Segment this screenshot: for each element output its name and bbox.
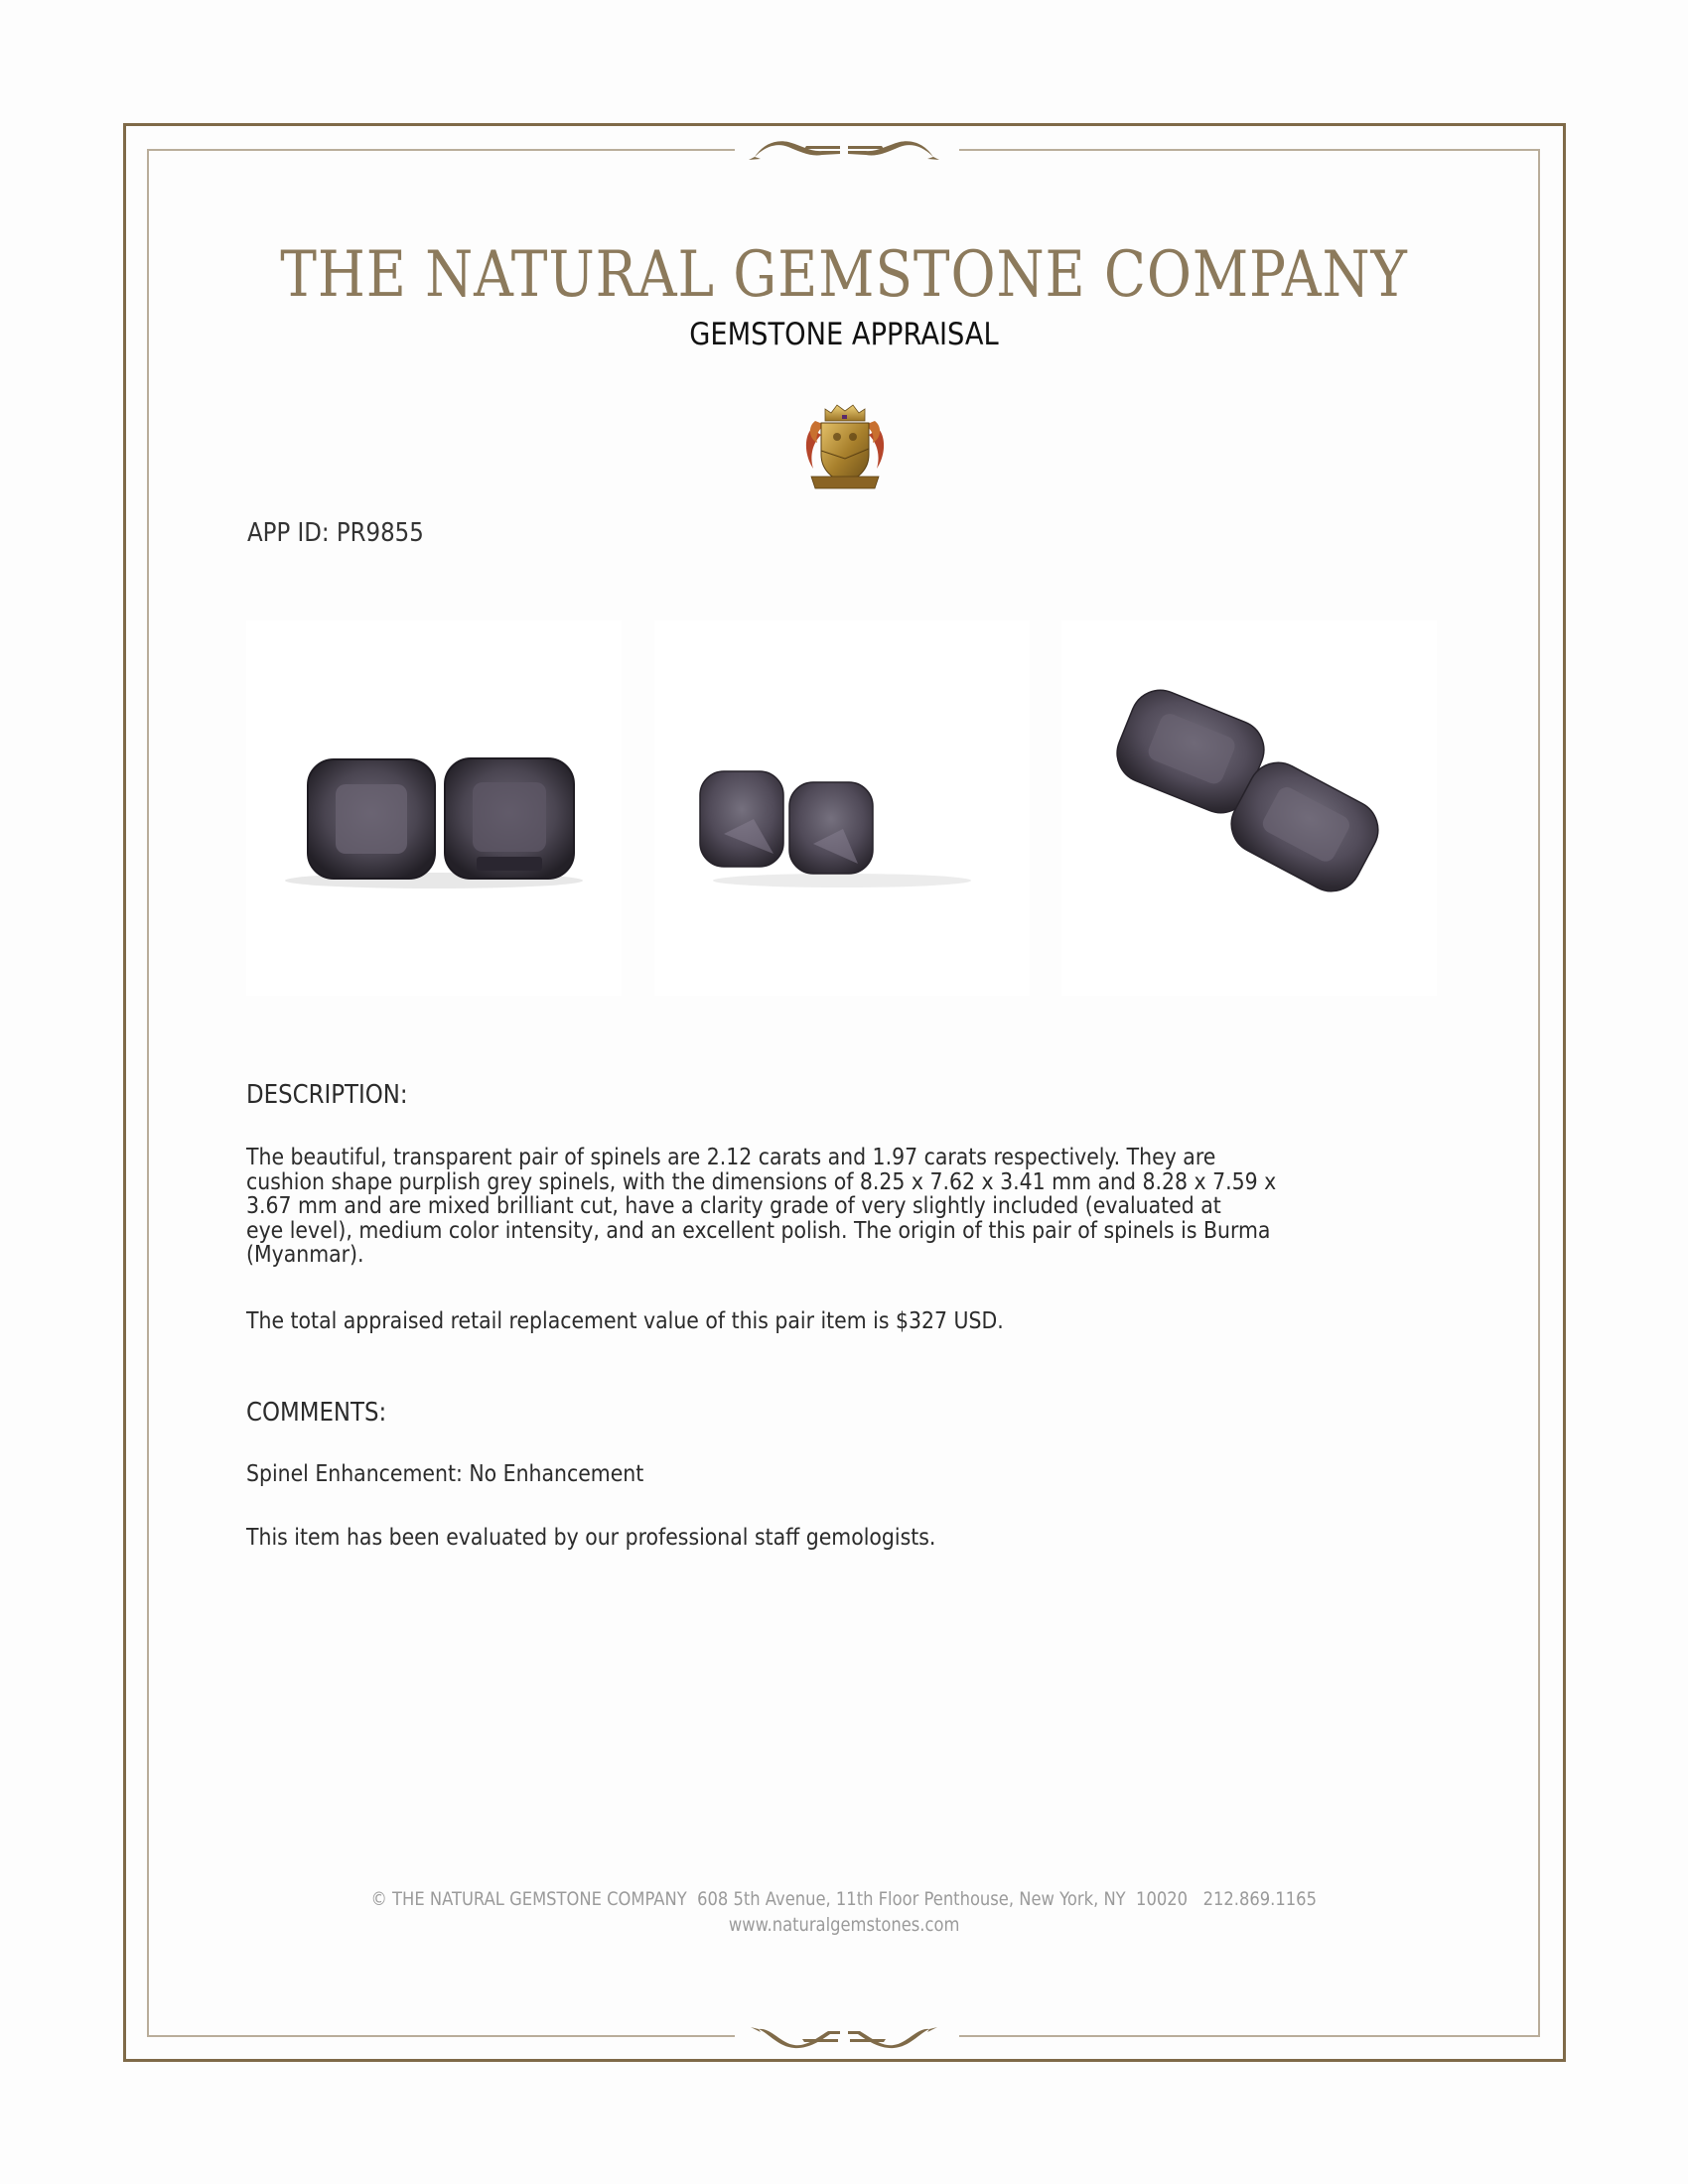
description-paragraph bbox=[246, 1145, 1465, 1267]
inner-frame-right bbox=[1538, 149, 1540, 2037]
description-line: The beautiful, transparent pair of spinels are 2.12 carats and 1.97 carats respectively. They are bbox=[246, 1143, 1216, 1170]
description-line: 3.67 mm and are mixed brilliant cut, have a clarity grade of very slightly included (evaluated at bbox=[246, 1191, 1221, 1219]
app-id: APP ID: PR9855 bbox=[247, 518, 424, 548]
inner-frame-bottom-right bbox=[959, 2035, 1540, 2037]
comments-heading: COMMENTS: bbox=[246, 1398, 387, 1428]
description-line: cushion shape purplish grey spinels, with the dimensions of 8.25 x 7.62 x 3.41 mm and 8.28 x 7.59 x bbox=[246, 1166, 1277, 1195]
description-line: (Myanmar). bbox=[246, 1240, 364, 1268]
inner-frame-left bbox=[147, 149, 149, 2037]
footer-address bbox=[0, 1888, 1688, 1910]
inner-frame-bottom-left bbox=[147, 2035, 735, 2037]
gemstone-pair-diagonal-icon bbox=[1061, 620, 1437, 996]
gemstone-pair-front-icon bbox=[246, 620, 622, 996]
gemstone-pair-angle-icon bbox=[654, 620, 1030, 996]
gemstone-photo-2 bbox=[654, 620, 1030, 996]
company-name-heading: THE NATURAL GEMSTONE COMPANY bbox=[280, 238, 1408, 312]
footer-address-text: © THE NATURAL GEMSTONE COMPANY 608 5th Avenue, 11th Floor Penthouse, New York, NY 10020 212.869.1165 bbox=[370, 1888, 1318, 1910]
enhancement-comment: Spinel Enhancement: No Enhancement bbox=[246, 1459, 644, 1487]
scroll-ornament-bottom-icon bbox=[745, 2023, 943, 2049]
description-line: eye level), medium color intensity, and an excellent polish. The origin of this pair of spinels is Burma bbox=[246, 1215, 1271, 1244]
inner-frame-top-left bbox=[147, 149, 735, 151]
gemstone-photo-1 bbox=[246, 620, 622, 996]
scroll-ornament-top-icon bbox=[745, 137, 943, 163]
inner-frame-top-right bbox=[959, 149, 1540, 151]
appraised-value-statement: The total appraised retail replacement value of this pair item is $327 USD. bbox=[246, 1306, 1004, 1334]
gemstone-photo-3 bbox=[1061, 620, 1437, 996]
document-title: GEMSTONE APPRAISAL bbox=[689, 317, 999, 352]
website-link[interactable]: www.naturalgemstones.com bbox=[728, 1914, 960, 1936]
evaluation-comment: This item has been evaluated by our professional staff gemologists. bbox=[246, 1523, 936, 1551]
footer-website bbox=[0, 1914, 1688, 1936]
description-heading: DESCRIPTION: bbox=[246, 1080, 408, 1110]
crest-logo-icon bbox=[801, 399, 889, 494]
